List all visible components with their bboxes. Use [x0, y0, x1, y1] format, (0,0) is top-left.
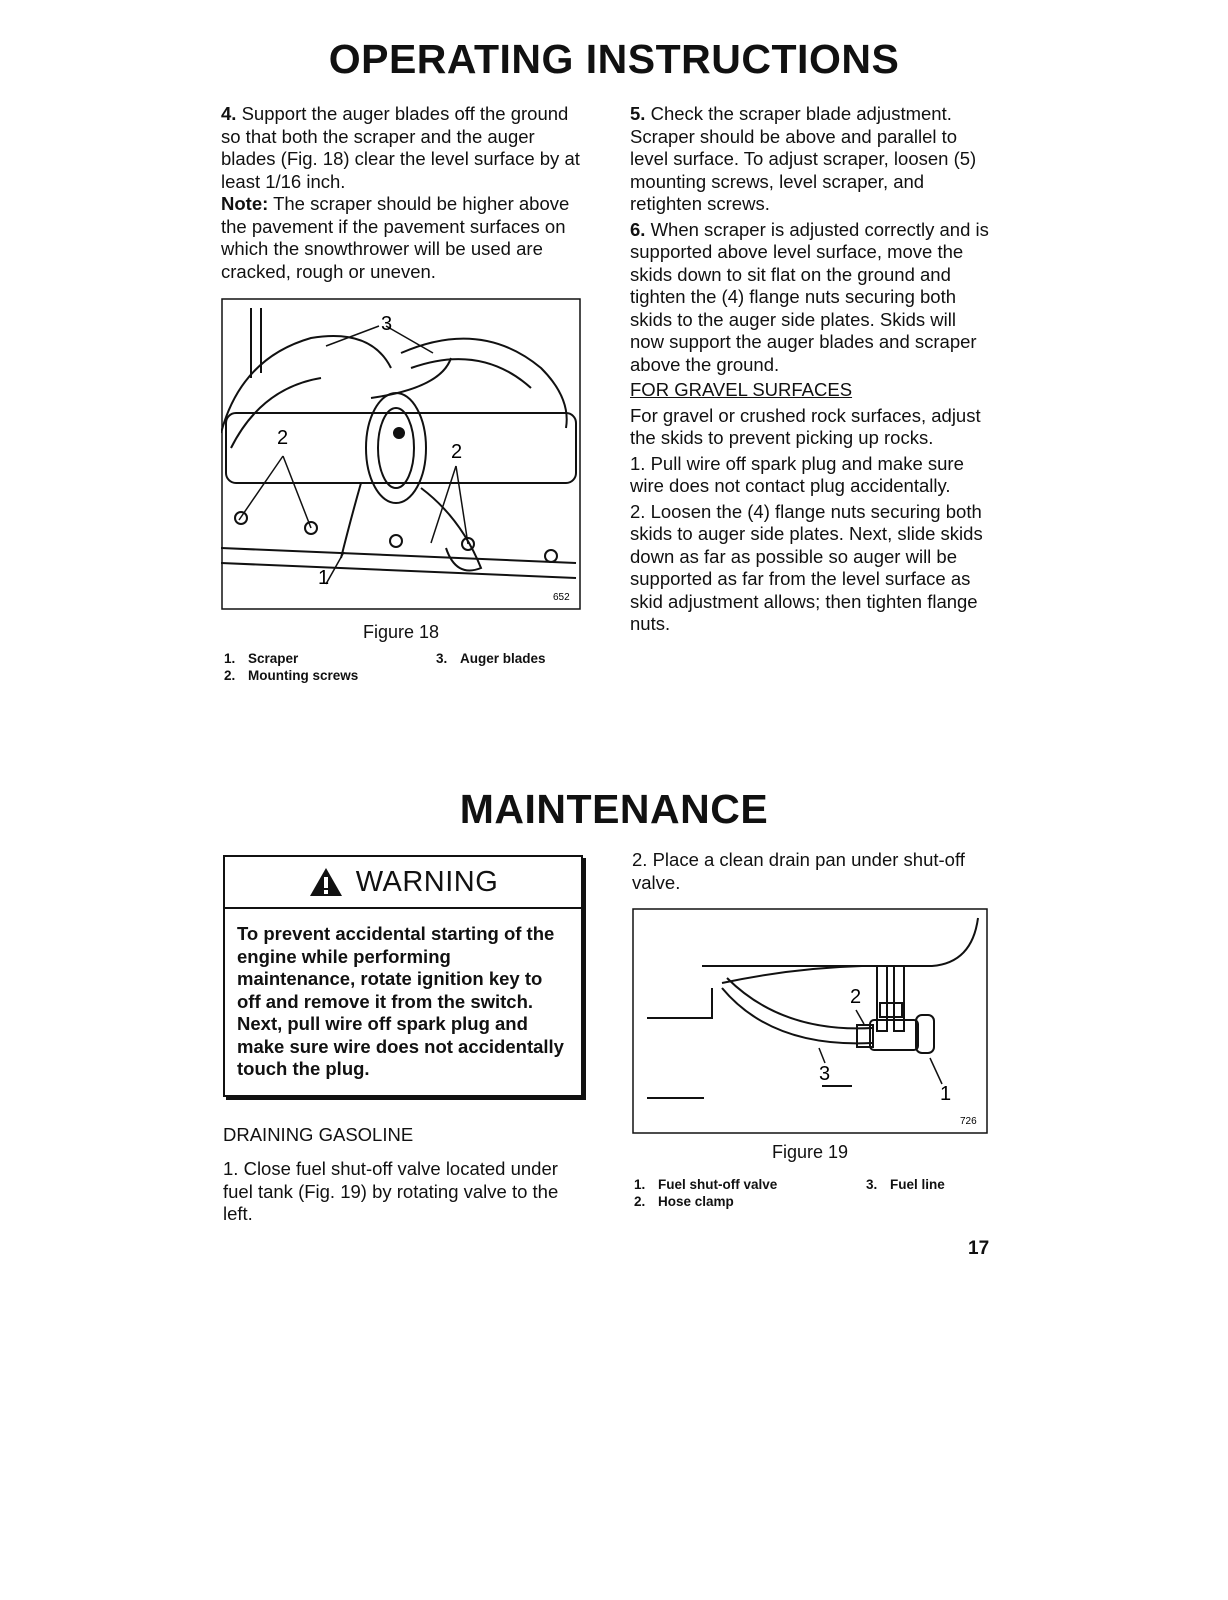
fig19-callout-2: 2: [850, 986, 862, 1008]
step-6-text: When scraper is adjusted correctly and is supported above level surface, move the skids down to sit flat on the ground and tighten the (4) flange nuts securing both skids to the auger side plates. Skids will now support the auger blades and scraper above the ground.: [630, 218, 989, 375]
step-6-number: 6.: [630, 218, 646, 240]
draining-step-1-text: Close fuel shut-off valve located under fuel tank (Fig. 19) by rotating valve to the left.: [223, 1158, 559, 1224]
warning-box: [223, 855, 583, 1097]
step-5-text: Check the scraper blade adjustment. Scraper should be above and parallel to level surface. To adjust scraper, loosen (5) mounting screws, level scraper, and retighten screws.: [630, 103, 977, 214]
figure-19-title: Figure 19: [771, 1142, 849, 1162]
step-4-text: Support the auger blades off the ground so that both the scraper and the auger blades (Fig. 18) clear the level surface by at least 1/16 inch.: [221, 103, 580, 192]
legend-item: 2. Mounting screws: [224, 668, 359, 683]
fig18-ref-number: 652: [553, 592, 570, 603]
legend-item: 2. Hose clamp: [634, 1194, 734, 1209]
draining-heading: DRAINING GASOLINE: [223, 1124, 414, 1145]
step-4-number: 4.: [221, 103, 237, 124]
figure-19-illustration: [632, 908, 988, 1134]
gravel-heading: FOR GRAVEL SURFACES: [630, 379, 853, 400]
figure-18-illustration: [221, 298, 581, 610]
maintenance-title: MAINTENANCE: [459, 786, 769, 832]
note-text: The scraper should be higher above the pavement if the pavement surfaces on which the snowthrower will be used are cracked, rough or uneven.: [221, 193, 570, 282]
gravel-step-2-number: 2.: [630, 500, 646, 522]
legend-item: 3. Fuel line: [866, 1177, 945, 1192]
gravel-step-2-text: Loosen the (4) flange nuts securing both skids to auger side plates. Next, slide skids down as far as possible so auger will be supported as far from the level surface as skid adjustment allows; then tighten flange nuts.: [630, 500, 983, 634]
warning-title: WARNING: [355, 865, 499, 898]
fig18-callout-2b: 2: [451, 441, 463, 463]
fig19-callout-1: 1: [940, 1083, 952, 1105]
fig18-callout-3: 3: [381, 313, 393, 335]
fig19-ref-number: 726: [960, 1116, 977, 1127]
draining-step-1-number: 1.: [223, 1158, 239, 1179]
page-title: OPERATING INSTRUCTIONS: [328, 36, 900, 82]
page-number: 17: [968, 1238, 990, 1259]
figure-19: [632, 908, 988, 1139]
gravel-step-1-number: 1.: [630, 452, 646, 474]
legend-item: 1. Fuel shut-off valve: [634, 1177, 778, 1192]
warning-icon: [308, 866, 344, 898]
figure-18-title: Figure 18: [362, 622, 440, 642]
step-4: [221, 103, 591, 283]
gravel-step-1-text: Pull wire off spark plug and make sure wire does not contact plug accidentally.: [630, 452, 964, 496]
draining-step-1: [223, 1158, 573, 1226]
draining-step-2-number: 2.: [632, 849, 648, 870]
draining-step-2: [632, 849, 972, 894]
gravel-text: For gravel or crushed rock surfaces, adjust the skids to prevent picking up rocks.: [630, 404, 981, 448]
fig19-callout-3: 3: [819, 1063, 831, 1085]
draining-step-2-text: Place a clean drain pan under shut-off valve.: [632, 849, 965, 893]
note-label: Note:: [221, 193, 269, 214]
warning-header: [225, 857, 581, 909]
legend-item: 1. Scraper: [224, 651, 299, 666]
fig18-callout-1: 1: [318, 567, 330, 589]
legend-item: 3. Auger blades: [436, 651, 546, 666]
fig18-callout-2a: 2: [277, 427, 289, 449]
right-column: [630, 103, 992, 636]
warning-text: To prevent accidental starting of the engine while performing maintenance, rotate ignition key to off and remove it from the switch. Next, pull wire off spark plug and make sure wire does not accidentally touch the plug.: [237, 923, 564, 1079]
step-5-number: 5.: [630, 103, 646, 124]
figure-18: [221, 298, 581, 610]
